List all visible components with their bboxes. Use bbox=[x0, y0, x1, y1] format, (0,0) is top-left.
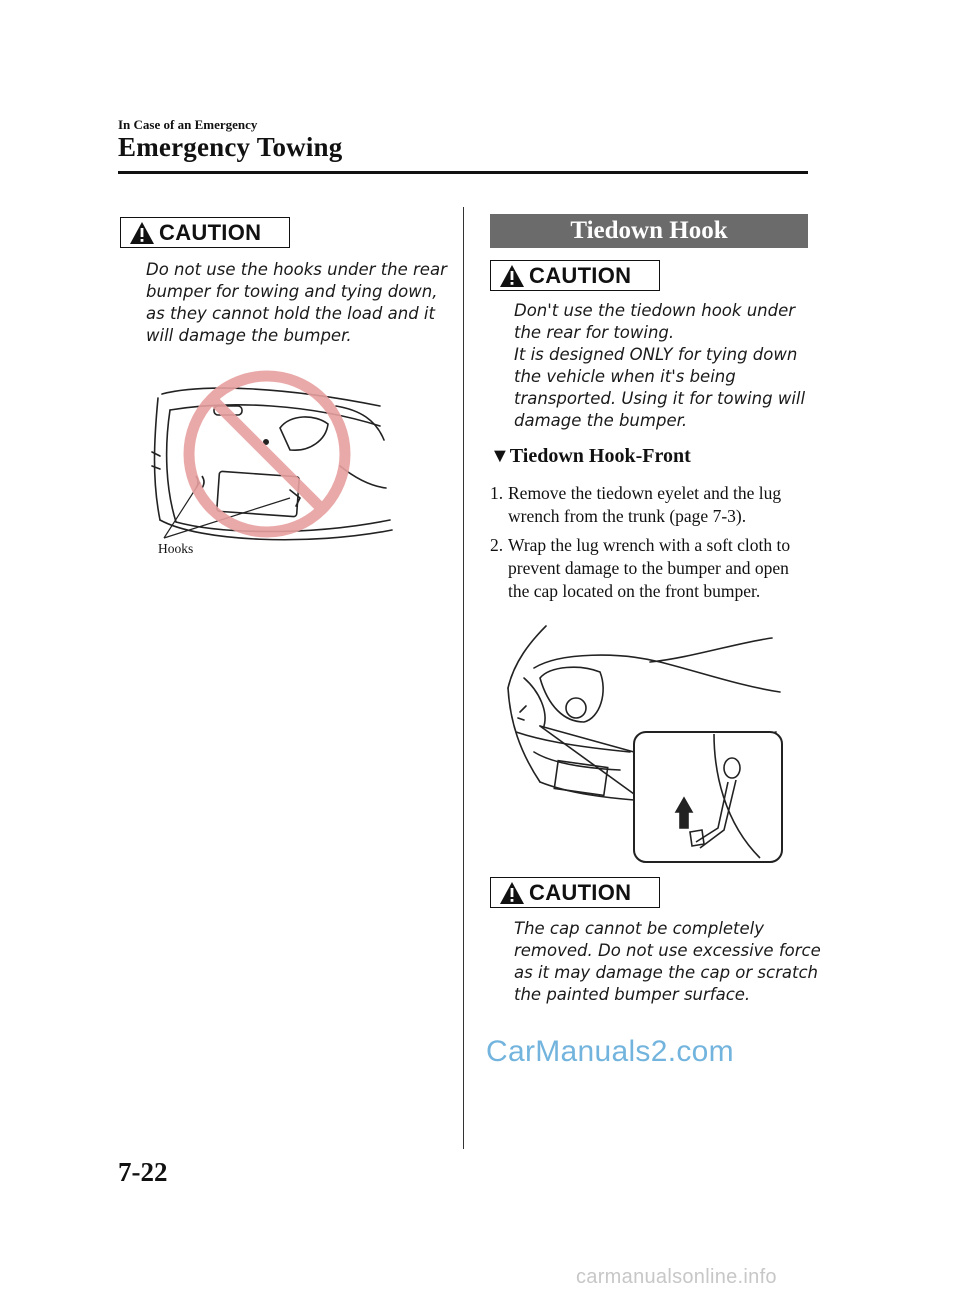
column-divider bbox=[463, 207, 464, 1149]
caution-line: bumper for towing and tying down, bbox=[146, 282, 438, 301]
caution-line: It is designed ONLY for tying down bbox=[514, 345, 798, 364]
caution-line: Don't use the tiedown hook under bbox=[514, 301, 796, 320]
caution-line: the painted bumper surface. bbox=[514, 985, 751, 1004]
prohibition-icon bbox=[189, 376, 345, 532]
caution-text bbox=[146, 259, 447, 347]
step-item bbox=[490, 482, 810, 528]
subheading-text: Tiedown Hook-Front bbox=[509, 445, 691, 467]
caution-label: CAUTION bbox=[529, 879, 632, 905]
page-title: Emergency Towing bbox=[118, 132, 343, 162]
caution-line: the rear for towing. bbox=[514, 323, 675, 342]
step-text: Wrap the lug wrench with a soft cloth to prevent damage to the bumper and open the cap located on the front bumper. bbox=[508, 535, 791, 601]
caution-line: Do not use the hooks under the rear bbox=[146, 260, 447, 279]
front-bumper-illustration bbox=[500, 622, 790, 867]
detail-inset bbox=[634, 732, 782, 862]
caution-line: transported. Using it for towing will bbox=[514, 389, 806, 408]
caution-line: damage the bumper. bbox=[514, 411, 688, 430]
caution-box bbox=[120, 217, 290, 248]
footer-site-link[interactable]: carmanualsonline.info bbox=[576, 1266, 777, 1288]
warning-icon bbox=[129, 221, 155, 245]
triangle-bullet-icon: ▼ bbox=[490, 445, 510, 467]
title-rule bbox=[118, 171, 808, 174]
caution-label: CAUTION bbox=[159, 219, 262, 245]
hooks-label: Hooks bbox=[158, 541, 194, 556]
step-number: 2. bbox=[490, 535, 504, 555]
section-banner: Tiedown Hook bbox=[490, 214, 808, 248]
caution-text bbox=[514, 300, 805, 432]
warning-icon bbox=[499, 881, 525, 905]
caution-box bbox=[490, 877, 660, 908]
subheading bbox=[490, 445, 691, 468]
step-text: Remove the tiedown eyelet and the lug wrench from the trunk (page 7-3). bbox=[508, 483, 782, 526]
rear-bumper-illustration bbox=[140, 370, 400, 570]
caution-line: as they cannot hold the load and it bbox=[146, 304, 435, 323]
caution-line: The cap cannot be completely bbox=[514, 919, 765, 938]
page-number: 7-22 bbox=[118, 1157, 168, 1187]
step-number: 1. bbox=[490, 483, 504, 503]
caution-label: CAUTION bbox=[529, 262, 632, 288]
step-item bbox=[490, 534, 810, 603]
warning-icon bbox=[499, 264, 525, 288]
caution-line: as it may damage the cap or scratch bbox=[514, 963, 818, 982]
section-label: In Case of an Emergency bbox=[118, 117, 258, 132]
watermark-link[interactable]: CarManuals2.com bbox=[486, 1035, 734, 1068]
caution-line: the vehicle when it's being bbox=[514, 367, 736, 386]
caution-text bbox=[514, 918, 821, 1006]
caution-box bbox=[490, 260, 660, 291]
caution-line: removed. Do not use excessive force bbox=[514, 941, 821, 960]
caution-line: will damage the bumper. bbox=[146, 326, 352, 345]
